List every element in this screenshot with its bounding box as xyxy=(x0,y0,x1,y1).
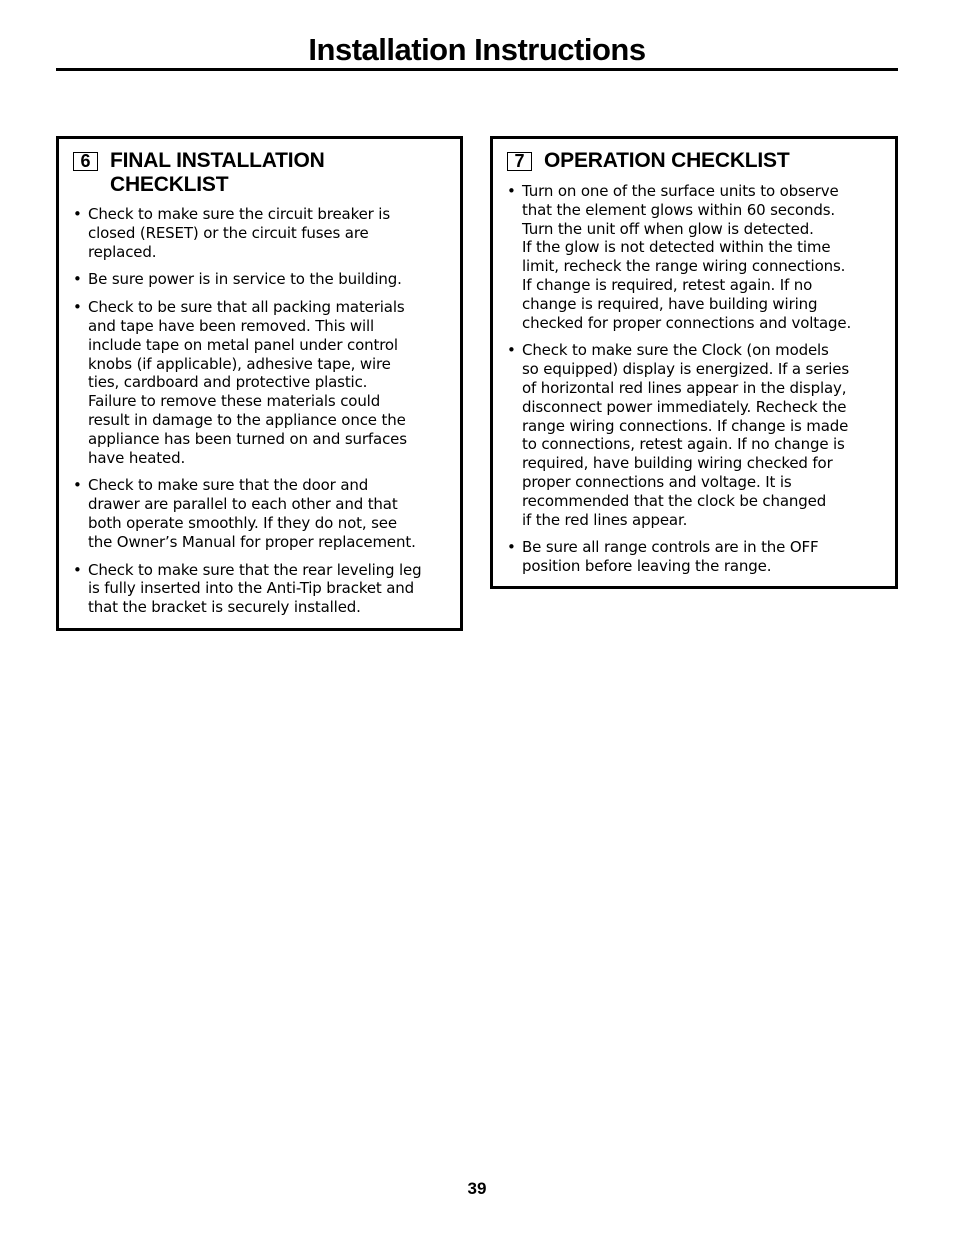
bullet-icon: • xyxy=(507,341,516,360)
step-number-badge: 6 xyxy=(73,152,98,171)
checklist-item-text: Check to make sure that the door and drawer are parallel to each other and that both operate smoothly. If they do not, see the Owner’s Manual for proper replacement. xyxy=(88,476,416,551)
page-title: Installation Instructions xyxy=(308,32,646,67)
checklist xyxy=(507,182,891,585)
checklist-item xyxy=(507,538,891,576)
checklist-item-text: Check to make sure the circuit breaker is closed (RESET) or the circuit fuses are replaced. xyxy=(88,205,390,261)
bullet-icon: • xyxy=(73,298,82,317)
section-title: OPERATION CHECKLIST xyxy=(544,149,790,172)
bullet-icon: • xyxy=(507,538,516,557)
bullet-icon: • xyxy=(73,270,82,289)
bullet-icon: • xyxy=(507,182,516,200)
section-header xyxy=(73,149,450,197)
page-number: 39 xyxy=(467,1179,487,1198)
final-installation-checklist-panel xyxy=(56,136,463,631)
bullet-icon: • xyxy=(73,476,82,495)
checklist-item xyxy=(507,182,891,332)
bullet-icon: • xyxy=(73,560,82,579)
checklist-item xyxy=(73,270,453,289)
checklist-item-text: Check to make sure the Clock (on models so equipped) display is energized. If a series of horizontal red lines appear in the display, disconnect power immediately. Recheck the range wiring connections. If change is made to connections, retest again. If no change is required, have building wiring checked for proper connections and voltage. It is recommended that the clock be changed if the red lines appear. xyxy=(522,341,850,529)
title-rule xyxy=(56,68,898,71)
checklist-item xyxy=(73,476,453,551)
operation-checklist-panel xyxy=(490,136,898,589)
checklist-item-text: Be sure all range controls are in the OFF position before leaving the range. xyxy=(522,538,819,576)
section-title: FINAL INSTALLATION CHECKLIST xyxy=(110,149,325,196)
checklist-item xyxy=(73,561,453,617)
section-header xyxy=(507,149,885,173)
bullet-icon: • xyxy=(73,205,82,223)
checklist-item xyxy=(507,341,891,529)
step-number-badge: 7 xyxy=(507,152,532,171)
checklist-item-text: Check to be sure that all packing materials and tape have been removed. This will include tape on metal panel under control knobs (if applicable), adhesive tape, wire ties, cardboard and protective plastic. Failure to remove these materials could result in damage to the appliance once the appliance has been turned on and surfaces have heated. xyxy=(88,298,407,467)
checklist-item-text: Turn on one of the surface units to observe that the element glows within 60 seconds. Turn the unit off when glow is detected. If the glow is not detected within the time limit, recheck the range wiring connections. If change is required, retest again. If no change is required, have building wiring checked for proper connections and voltage. xyxy=(522,182,852,332)
checklist-item-text: Check to make sure that the rear leveling leg is fully inserted into the Anti-Tip bracket and that the bracket is securely installed. xyxy=(88,560,422,617)
checklist-item-text: Be sure power is in service to the building. xyxy=(88,270,402,289)
checklist xyxy=(73,205,453,626)
checklist-item xyxy=(73,298,453,467)
checklist-item xyxy=(73,205,453,261)
